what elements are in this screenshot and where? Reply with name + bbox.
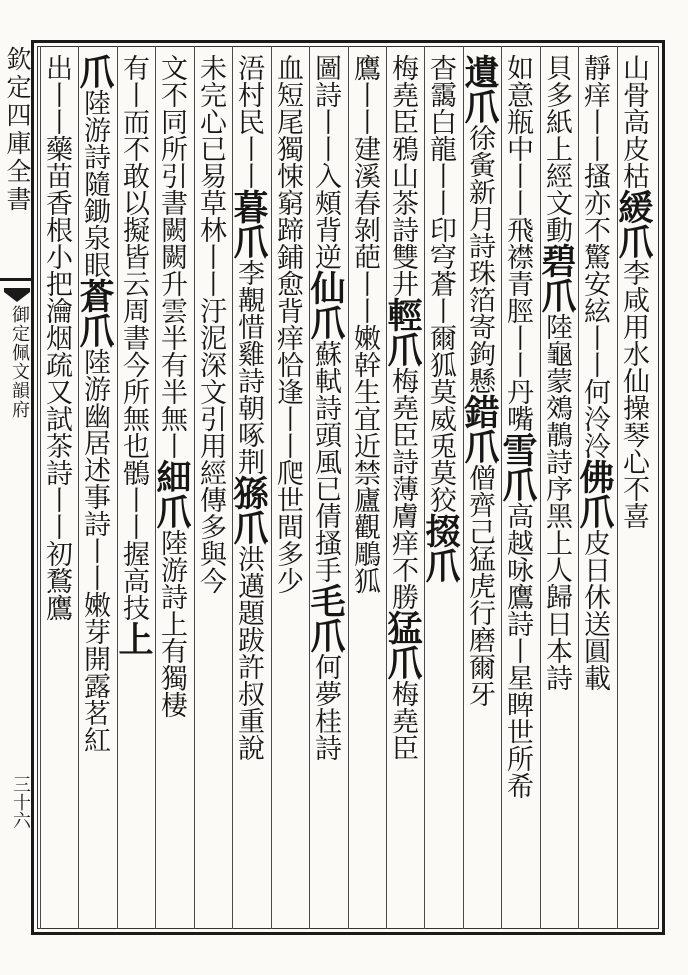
- entry-annotation: 李覯惜雞詩朝啄荆: [233, 259, 264, 475]
- text-column: [228, 54, 269, 922]
- entry-text: 出丨丨藥苗香: [41, 54, 72, 216]
- page-number: 三十六: [10, 775, 31, 829]
- entry-annotation: 觀鵰狐: [349, 513, 380, 594]
- entry-headword: 細爪: [151, 459, 192, 529]
- entry-annotation: 何夢桂詩: [310, 653, 341, 761]
- entry-annotation: 梅堯臣: [387, 680, 418, 761]
- entry-annotation: 陸龜蒙鵁鶄詩序黑: [541, 313, 572, 529]
- entry-annotation: 皮日休送圓載: [579, 529, 610, 691]
- entry-annotation: 狐莫威兎莫狡: [425, 351, 456, 513]
- entry-annotation: 僧齊己猛虎行磨爾牙: [464, 464, 495, 707]
- entry-annotation: 陸游幽居述事詩丨丨嫩芽開露茗紅: [79, 348, 110, 753]
- entry-headword: 佛爪: [574, 459, 615, 529]
- text-column: [497, 54, 538, 922]
- book-title: 欽定四庫全書: [3, 46, 32, 214]
- entry-annotation: 陸游詩隨鋤泉眼: [79, 89, 110, 278]
- entry-headword: 雪爪: [497, 432, 538, 502]
- text-column: [151, 54, 192, 922]
- text-column: [273, 54, 307, 922]
- entry-headword: 仙爪: [305, 270, 346, 340]
- text-column: [196, 54, 230, 922]
- entry-annotation: 鶻丨丨握高技: [118, 459, 149, 621]
- entry-annotation: 襟青脛丨丨丹嘴: [502, 243, 533, 432]
- page-margin: [0, 40, 34, 935]
- entry-headword: 猻爪: [228, 475, 269, 545]
- entry-annotation: 文引用經傳多與今: [195, 378, 226, 594]
- margin-divider: [0, 278, 34, 281]
- entry-text: 貝多紙上經文動: [541, 54, 572, 243]
- entry-headword: 掇爪: [420, 513, 461, 583]
- entry-text: 靜痒丨丨搔: [579, 54, 610, 189]
- entry-headword: 碧爪: [536, 243, 577, 313]
- entry-headword: 輕爪: [382, 297, 423, 367]
- text-column: [350, 54, 384, 922]
- entry-headword: 猛爪: [382, 610, 423, 680]
- entry-annotation: 草林丨丨汙泥深: [195, 189, 226, 378]
- entry-annotation: 洪邁題跋許叔重說: [233, 545, 264, 761]
- entry-text: 文不同所引書闕闕升雲半有半無丨: [156, 54, 187, 459]
- text-column: [459, 54, 500, 922]
- entry-annotation: 梅堯臣詩薄膚痒不勝: [387, 367, 418, 610]
- text-column: [382, 54, 423, 922]
- entry-annotation: 世間多少: [272, 486, 303, 594]
- fish-tail-mark-icon: [2, 286, 32, 304]
- text-column: [420, 54, 461, 922]
- entry-annotation: 高越咏鷹詩丨星睥世所希: [502, 502, 533, 799]
- text-column: [305, 54, 346, 922]
- entry-text: 浯村民丨丨: [233, 54, 264, 189]
- entry-headword: 爪: [74, 54, 115, 89]
- entry-headword: 錯爪: [459, 394, 500, 464]
- entry-text: 有丨而不敢以擬皆云周書今所無也: [118, 54, 149, 459]
- entry-annotation: 上人歸日本詩: [541, 529, 572, 691]
- entry-headword: 遺爪: [459, 54, 500, 124]
- entry-annotation: 亦不驚安絃丨丨何泠泠: [579, 189, 610, 459]
- entry-text: 未完心已易: [195, 54, 226, 189]
- entry-headword: 上: [113, 621, 154, 656]
- entry-text: 圖詩丨丨入頰背逆: [310, 54, 341, 270]
- entry-text: 鷹丨丨建溪春剝葩: [349, 54, 380, 270]
- entry-headword: 緩爪: [613, 189, 654, 259]
- entry-annotation: 李咸用水仙操琴心不喜: [618, 259, 649, 529]
- entry-annotation: 徐夤新月詩珠箔寄鉤懸: [464, 124, 495, 394]
- text-column: [613, 54, 654, 922]
- entry-text: 杳靄白龍丨丨印穹蒼: [425, 54, 456, 297]
- entry-headword: 毛爪: [305, 583, 346, 653]
- text-column: [74, 54, 115, 922]
- text-column: [113, 54, 154, 922]
- entry-text: 血短尾獨悚窮蹄鋪: [272, 54, 303, 270]
- book-subtitle: 御定佩文韻府: [9, 305, 30, 419]
- entry-text: 如意瓶中丨丨飛: [502, 54, 533, 243]
- entry-annotation: 丨丨嫩幹生宜近禁廬: [349, 270, 380, 513]
- entry-text: 梅堯臣鴉山茶詩雙井: [387, 54, 418, 297]
- entry-annotation: 愈背痒恰逢丨丨爬: [272, 270, 303, 486]
- entry-annotation: 陸游詩上有獨棲: [156, 529, 187, 718]
- text-column: [536, 54, 577, 922]
- text-column: [42, 54, 76, 922]
- entry-annotation: 丨爾: [425, 297, 456, 351]
- entry-headword: 蒼爪: [74, 278, 115, 348]
- entry-text: 山骨高皮枯: [618, 54, 649, 189]
- text-column: [574, 54, 615, 922]
- entry-headword: 暮爪: [228, 189, 269, 259]
- entry-annotation: 蘇軾詩頭風已倩搔手: [310, 340, 341, 583]
- entry-annotation: 根小把瀹烟疏又試茶詩丨丨初鶩鷹: [41, 216, 72, 621]
